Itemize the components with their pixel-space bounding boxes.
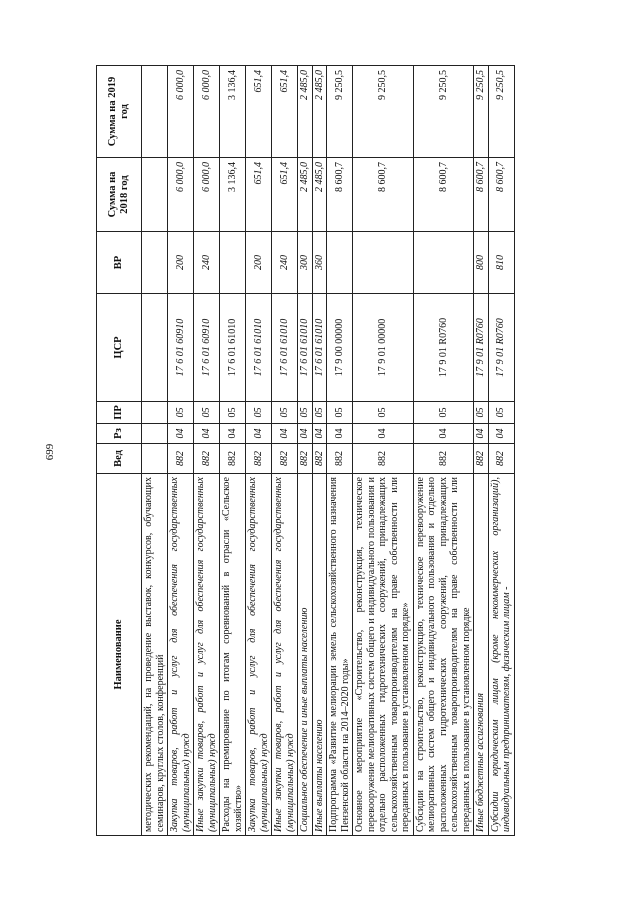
table-row [413, 66, 474, 836]
header-sum-2019: Сумма на 2019 год [97, 66, 142, 158]
cell-vr: 240 [272, 232, 298, 294]
table-row [194, 66, 220, 836]
cell-csr: 17 6 01 60910 [168, 294, 194, 402]
cell-sum2019: 651,4 [246, 66, 272, 158]
cell-pr: 05 [272, 402, 298, 424]
cell-sum2019: 2 485,0 [298, 66, 313, 158]
table-row [142, 66, 168, 836]
cell-sum2019: 6 000,0 [194, 66, 220, 158]
cell-csr: 17 6 01 61010 [272, 294, 298, 402]
table-row [312, 66, 327, 836]
cell-ved: 882 [246, 444, 272, 474]
budget-table [96, 65, 515, 836]
cell-vr [327, 232, 353, 294]
cell-sum2019: 9 250,5 [488, 66, 514, 158]
cell-sum2018: 8 600,7 [413, 158, 474, 232]
cell-sum2019: 9 250,5 [353, 66, 414, 158]
cell-sum2019: 9 250,5 [413, 66, 474, 158]
cell-name: Субсидии юридическим лицам (кроме некоммерческих организаций), индивидуальным предпринимателям, физическим лицам - [488, 474, 514, 836]
cell-csr: 17 9 00 00000 [327, 294, 353, 402]
table-header-row [97, 66, 142, 836]
cell-sum2018: 8 600,7 [327, 158, 353, 232]
cell-pr: 05 [488, 402, 514, 424]
cell-sum2018: 2 485,0 [298, 158, 313, 232]
cell-rz: 04 [413, 424, 474, 444]
cell-vr [142, 232, 168, 294]
cell-sum2018: 8 600,7 [353, 158, 414, 232]
table-row [298, 66, 313, 836]
cell-pr [142, 402, 168, 424]
cell-name: Субсидии на строительство, реконструкцию, техническое перевооружение мелиоративных систем общего и индивидуального пользования и отдельно расположенных гидротехнических сооружений, принадлежащих сельскохозяйственным товаропроизводителям на праве собственности или переданных в пользование в установленном порядке [413, 474, 474, 836]
header-pr: ПР [97, 402, 142, 424]
cell-pr: 05 [327, 402, 353, 424]
header-csr: ЦСР [97, 294, 142, 402]
cell-name: Закупка товаров, работ и услуг для обеспечения государственных (муниципальных) нужд [246, 474, 272, 836]
cell-ved: 882 [298, 444, 313, 474]
cell-name: Основное мероприятие «Строительство, реконструкция, техническое перевооружение мелиоративных систем общего и индивидуального пользования и отдельно расположенных гидротехнических сооружений, принадлежащих сельскохозяйственным товаропроизводителям на праве собственности или переданных в пользование в установленном порядке» [353, 474, 414, 836]
cell-rz: 04 [312, 424, 327, 444]
cell-vr: 300 [298, 232, 313, 294]
cell-sum2018: 8 600,7 [488, 158, 514, 232]
cell-vr: 810 [488, 232, 514, 294]
cell-vr: 240 [194, 232, 220, 294]
cell-csr: 17 9 01 R0760 [488, 294, 514, 402]
cell-rz: 04 [168, 424, 194, 444]
cell-csr [142, 294, 168, 402]
cell-csr: 17 9 01 R0760 [413, 294, 474, 402]
cell-sum2018: 8 600,7 [474, 158, 489, 232]
header-vr: ВР [97, 232, 142, 294]
cell-pr: 05 [246, 402, 272, 424]
table-row [474, 66, 489, 836]
cell-pr: 05 [312, 402, 327, 424]
cell-ved: 882 [488, 444, 514, 474]
cell-vr [353, 232, 414, 294]
cell-name: Подпрограмма «Развитие мелиорации земель сельскохозяйственного назначения Пензенской области на 2014–2020 годы» [327, 474, 353, 836]
cell-vr: 200 [168, 232, 194, 294]
cell-name: Иные закупки товаров, работ и услуг для обеспечения государственных (муниципальных) нужд [194, 474, 220, 836]
cell-sum2018: 651,4 [272, 158, 298, 232]
cell-ved: 882 [168, 444, 194, 474]
cell-rz: 04 [488, 424, 514, 444]
cell-csr: 17 6 01 61010 [220, 294, 246, 402]
cell-csr: 17 9 01 00000 [353, 294, 414, 402]
cell-sum2018: 6 000,0 [168, 158, 194, 232]
cell-rz: 04 [220, 424, 246, 444]
cell-sum2019: 2 485,0 [312, 66, 327, 158]
cell-vr [220, 232, 246, 294]
table-row [272, 66, 298, 836]
table-row [488, 66, 514, 836]
cell-pr: 05 [474, 402, 489, 424]
cell-ved [142, 444, 168, 474]
cell-sum2019: 6 000,0 [168, 66, 194, 158]
cell-ved: 882 [327, 444, 353, 474]
cell-csr: 17 9 01 R0760 [474, 294, 489, 402]
header-sum-2018: Сумма на 2018 год [97, 158, 142, 232]
cell-sum2018: 3 136,4 [220, 158, 246, 232]
cell-rz: 04 [327, 424, 353, 444]
table-row [327, 66, 353, 836]
cell-rz: 04 [474, 424, 489, 444]
cell-vr: 800 [474, 232, 489, 294]
cell-vr: 360 [312, 232, 327, 294]
cell-ved: 882 [220, 444, 246, 474]
cell-ved: 882 [312, 444, 327, 474]
cell-sum2019: 3 136,4 [220, 66, 246, 158]
cell-pr: 05 [194, 402, 220, 424]
cell-ved: 882 [474, 444, 489, 474]
cell-sum2018: 6 000,0 [194, 158, 220, 232]
cell-ved: 882 [353, 444, 414, 474]
table-row [168, 66, 194, 836]
cell-name: методических рекомендаций, на проведение выставок, конкурсов, обучающих семинаров, круглых столов, конференций [142, 474, 168, 836]
table-row [353, 66, 414, 836]
cell-ved: 882 [272, 444, 298, 474]
cell-rz: 04 [246, 424, 272, 444]
cell-rz: 04 [272, 424, 298, 444]
cell-vr: 200 [246, 232, 272, 294]
header-rz: Рз [97, 424, 142, 444]
header-ved: Вед [97, 444, 142, 474]
page-number: 699 [44, 443, 56, 461]
cell-rz: 04 [298, 424, 313, 444]
cell-pr: 05 [298, 402, 313, 424]
cell-vr [413, 232, 474, 294]
cell-pr: 05 [353, 402, 414, 424]
cell-sum2019: 9 250,5 [474, 66, 489, 158]
cell-sum2018 [142, 158, 168, 232]
cell-rz [142, 424, 168, 444]
cell-csr: 17 6 01 61010 [312, 294, 327, 402]
cell-csr: 17 6 01 61010 [246, 294, 272, 402]
cell-pr: 05 [168, 402, 194, 424]
header-name: Наименование [97, 474, 142, 836]
cell-ved: 882 [413, 444, 474, 474]
cell-csr: 17 6 01 61010 [298, 294, 313, 402]
cell-rz: 04 [194, 424, 220, 444]
cell-sum2018: 2 485,0 [312, 158, 327, 232]
table-row [220, 66, 246, 836]
cell-sum2019: 9 250,5 [327, 66, 353, 158]
cell-csr: 17 6 01 60910 [194, 294, 220, 402]
cell-sum2019 [142, 66, 168, 158]
cell-name: Расходы на премирование по итогам соревнований в отрасли «Сельское хозяйство» [220, 474, 246, 836]
cell-name: Социальное обеспечение и иные выплаты населению [298, 474, 313, 836]
cell-name: Закупка товаров, работ и услуг для обеспечения государственных (муниципальных) нужд [168, 474, 194, 836]
table-row [246, 66, 272, 836]
cell-rz: 04 [353, 424, 414, 444]
cell-name: Иные бюджетные ассигнования [474, 474, 489, 836]
cell-pr: 05 [220, 402, 246, 424]
cell-sum2019: 651,4 [272, 66, 298, 158]
cell-name: Иные выплаты населению [312, 474, 327, 836]
cell-name: Иные закупки товаров, работ и услуг для обеспечения государственных (муниципальных) нужд [272, 474, 298, 836]
cell-ved: 882 [194, 444, 220, 474]
cell-pr: 05 [413, 402, 474, 424]
cell-sum2018: 651,4 [246, 158, 272, 232]
budget-table-rotated [96, 66, 612, 836]
